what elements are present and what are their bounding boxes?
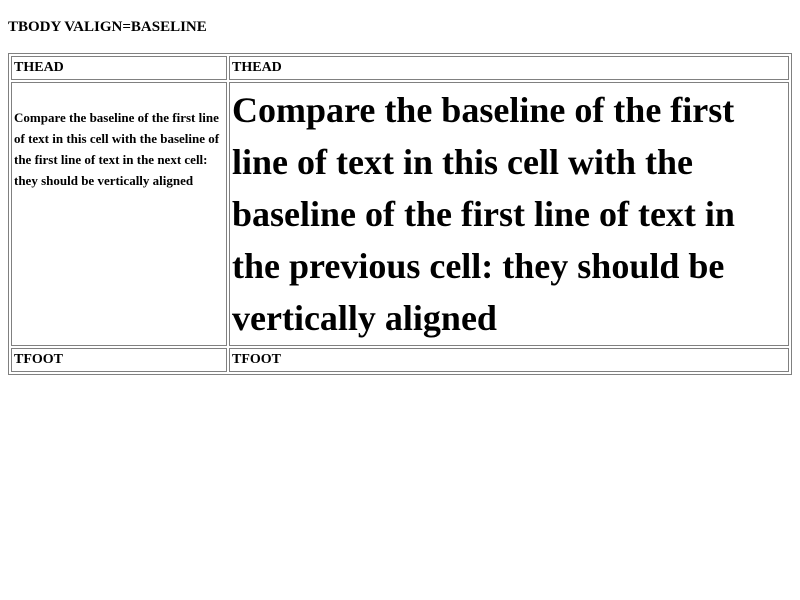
thead-cell-1: THEAD <box>11 56 227 80</box>
tbody-cell-large-text: Compare the baseline of the first line of text in this cell with the baseline of the first line of text in the previous cell: they should be vertically aligned <box>229 82 789 346</box>
thead-cell-2: THEAD <box>229 56 789 80</box>
thead-row <box>11 56 789 80</box>
tfoot-cell-2: TFOOT <box>229 348 789 372</box>
page-title: TBODY VALIGN=BASELINE <box>8 19 207 35</box>
tfoot-cell-1: TFOOT <box>11 348 227 372</box>
tbody-cell-small-text: Compare the baseline of the first line of text in this cell with the baseline of the first line of text in the next cell: they should be vertically aligned <box>11 82 227 346</box>
table-body <box>11 82 789 346</box>
baseline-test-table <box>8 53 792 375</box>
tfoot-row <box>11 348 789 372</box>
tbody-row <box>11 82 789 346</box>
table-foot <box>11 348 789 372</box>
table-head <box>11 56 789 80</box>
